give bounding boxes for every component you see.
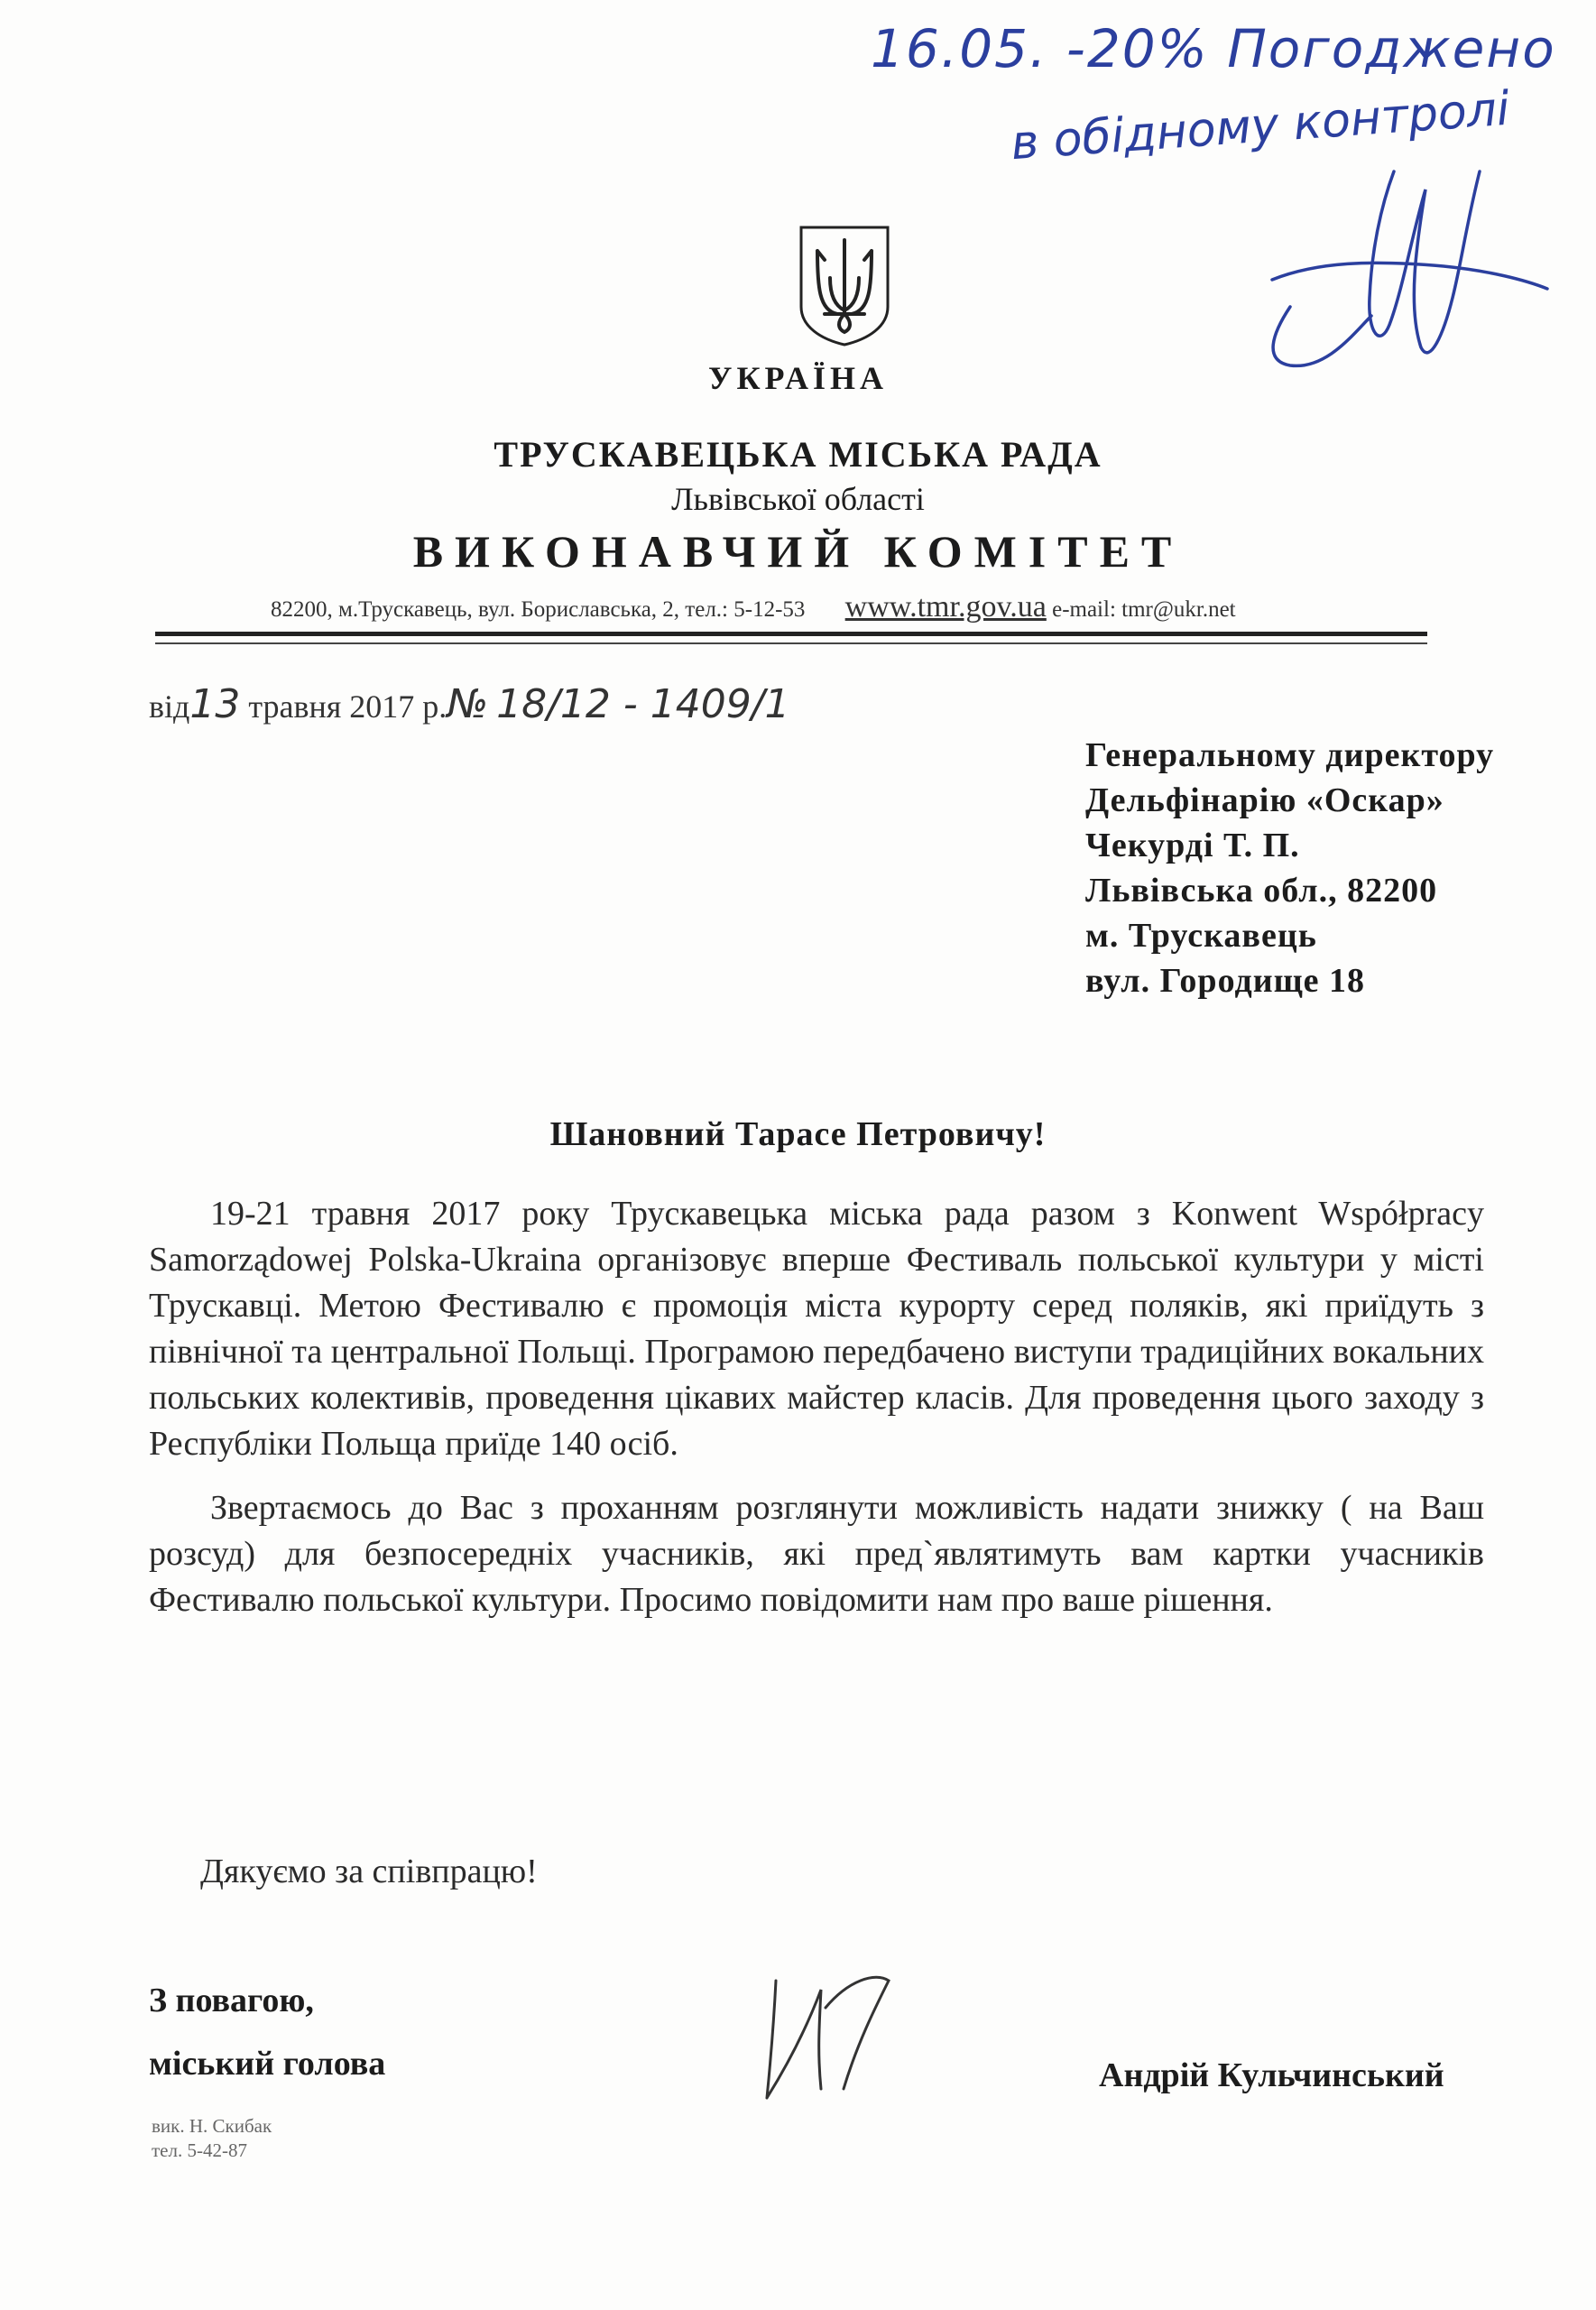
salutation: Шановний Тарасе Петровичу! [549,1115,1047,1153]
trident-emblem-icon [798,224,891,348]
letterhead-executive: ВИКОНАВЧИЙ КОМІТЕТ [412,526,1184,577]
reference-number-sign: № [447,681,489,727]
reference-number: 18/12 - 1409/1 [496,681,790,727]
addressee-line: Чекурді Т. П. [1085,827,1300,864]
letter-body [149,1191,1484,1641]
letterhead-contacts [271,590,1236,624]
executor-phone: тел. 5-42-87 [152,2139,247,2161]
resolution-signature [1236,153,1561,388]
letterhead-email: e-mail: tmr@ukr.net [1052,597,1236,622]
addressee-line: Дельфінарію «Оскар» [1085,781,1444,819]
addressee-line: Львівська обл., 82200 [1085,872,1438,910]
letterhead-oblast: Львівської області [671,481,925,517]
letterhead-website-link[interactable]: www.tmr.gov.ua [844,590,1047,624]
executor-name: вик. Н. Скибак [152,2115,272,2137]
addressee-line: м. Трускавець [1085,917,1317,955]
letterhead-divider [155,632,1427,636]
closing-position: міський голова [149,2045,386,2083]
reference-day: 13 [189,681,241,727]
letterhead-divider-thin [155,642,1427,644]
mayor-signature [740,1954,920,2116]
addressee-block [1085,733,1494,1003]
resolution-note-line2: в обідному контролі [1009,81,1512,171]
body-paragraph: Звертаємось до Вас з проханням розглянути можливість надати знижку ( на Ваш розсуд) для безпосередніх учасників, які пред`являтимуть вам картки учасників Фестивалю польської культури. Просимо повідомити нам про ваше рішення. [149,1489,1484,1619]
reference-prefix: від [149,688,190,725]
thanks-line: Дякуємо за співпрацю! [200,1853,538,1890]
letterhead-address: 82200, м.Трускавець, вул. Бориславська, 2, тел.: 5-12-53 [271,597,806,622]
closing-regards: З повагою, [149,1982,314,2019]
body-paragraph: 19-21 травня 2017 року Трускавецька міська рада разом з Konwent Współpracy Samorządowej Polska-Ukraina організовує вперше Фестиваль польської культури у місті Трускавці. Метою Фестивалю є промоція міста курорту серед поляків, які приїдуть з північної та центральної Польщі. Програмою передбачено виступи традиційних вокальних польських колективів, проведення цікавих майстер класів. Для проведення цього заходу з Республіки Польща приїде 140 осіб. [149,1195,1484,1463]
letterhead-country: УКРАЇНА [708,360,888,396]
reference-line [149,681,790,727]
addressee-line: Генеральному директору [1085,736,1495,774]
signer-name: Андрій Кульчинський [1099,2056,1444,2094]
addressee-line: вул. Городище 18 [1085,962,1366,1000]
letterhead-council: ТРУСКАВЕЦЬКА МІСЬКА РАДА [494,434,1102,475]
resolution-note-line1: 16.05. -20% Погоджено [871,18,1556,79]
reference-date: травня 2017 р. [248,688,447,725]
